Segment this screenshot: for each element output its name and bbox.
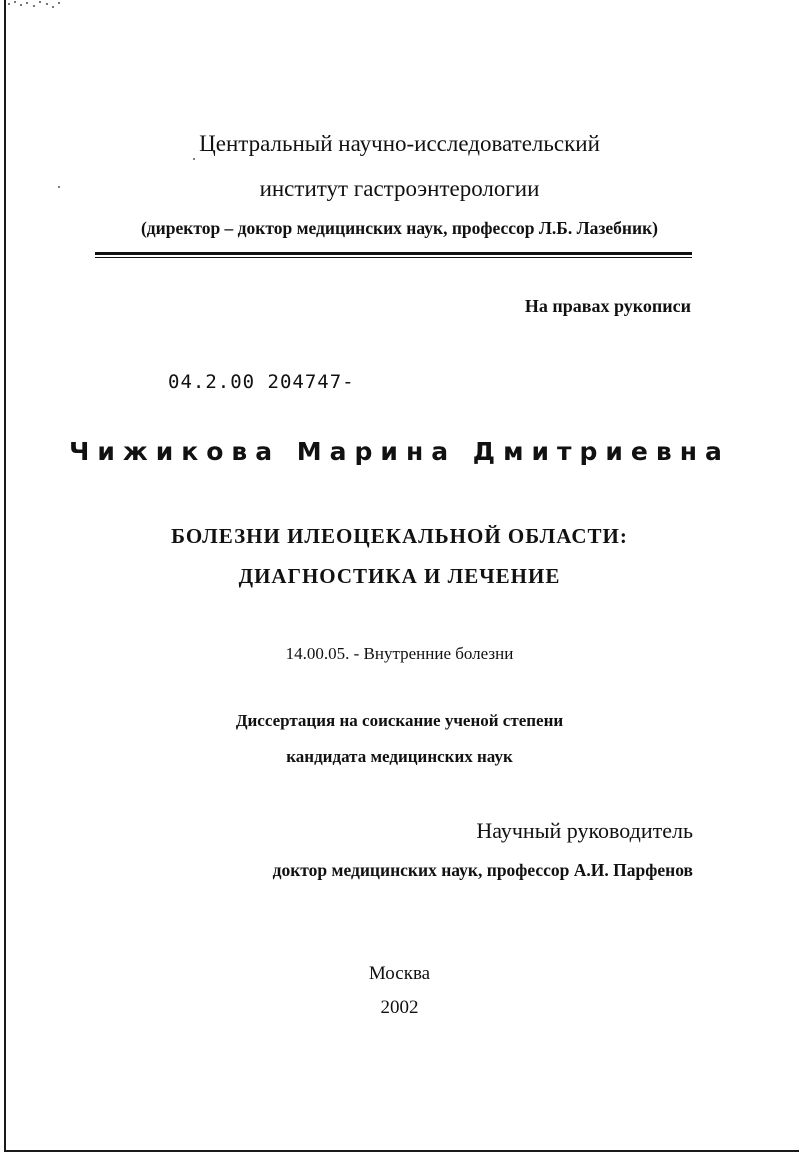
supervisor-label: Научный руководитель [476, 818, 693, 843]
scan-noise-corner [6, 0, 66, 10]
institute-director: (директор – доктор медицинских наук, профессор Л.Б. Лазебник) [140, 218, 659, 238]
dissertation-title-line-2: ДИАГНОСТИКА И ЛЕЧЕНИЕ [238, 564, 561, 588]
degree-line-2: кандидата медицинских наук [286, 747, 513, 766]
scan-speck [193, 158, 195, 160]
institute-name-line-2: институт гастроэнтерологии [259, 176, 540, 201]
manuscript-note: На правах рукописи [524, 296, 691, 316]
city: Москва [368, 963, 431, 984]
dissertation-title-line-1: БОЛЕЗНИ ИЛЕОЦЕКАЛЬНОЙ ОБЛАСТИ: [171, 524, 628, 548]
author-name: Чижикова Марина Дмитриевна [69, 437, 730, 466]
specialty-code: 14.00.05. - Внутренние болезни [285, 644, 514, 663]
registration-stamp: 04.2.00 204747- [168, 371, 355, 393]
scan-edge-bottom [4, 1150, 799, 1152]
year: 2002 [380, 997, 419, 1018]
header-divider-thick [95, 252, 692, 255]
supervisor-name: доктор медицинских наук, профессор А.И. Парфенов [272, 860, 693, 880]
header-divider-thin [95, 257, 692, 258]
degree-line-1: Диссертация на соискание ученой степени [235, 711, 564, 730]
institute-name-line-1: Центральный научно-исследовательский [199, 131, 600, 156]
